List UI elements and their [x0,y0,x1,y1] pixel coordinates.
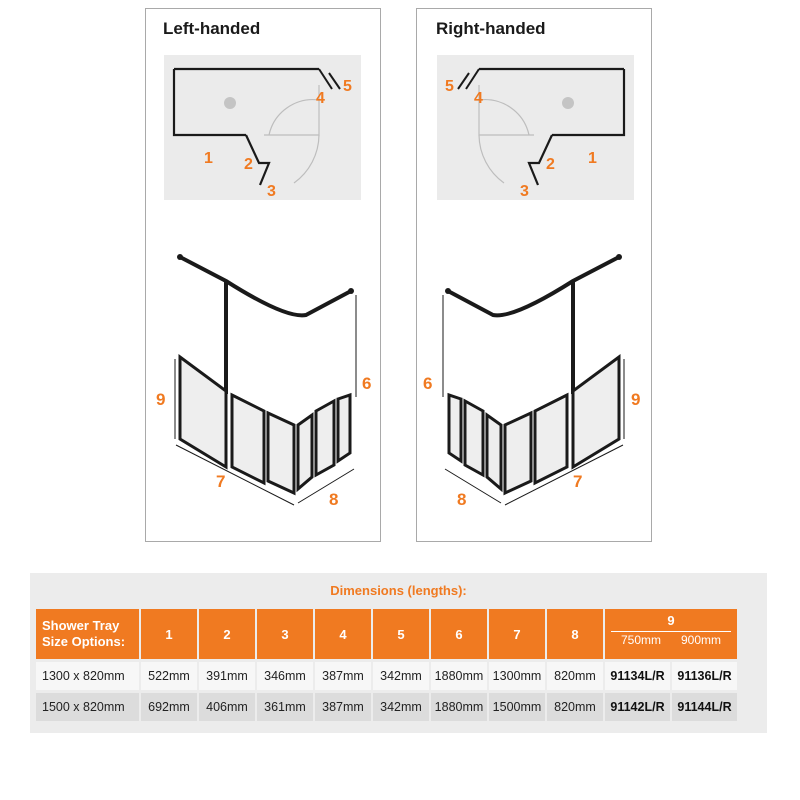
product-code-cell: 91144L/R [672,693,737,721]
left-plan-view [164,55,361,200]
col-header-8: 8 [547,609,603,659]
product-code-cell: 91136L/R [672,662,737,690]
col-header-4: 4 [315,609,371,659]
label-2: 2 [244,156,253,173]
left-handed-title: Left-handed [163,19,261,38]
value-cell: 342mm [373,662,429,690]
right-enclosure-diagram [417,239,653,509]
product-code-cell: 91134L/R [605,662,670,690]
table-row [36,693,737,721]
label-4: 4 [316,90,325,107]
drain-icon [224,97,236,109]
long-side-panels [505,357,619,493]
col-header-2: 2 [199,609,255,659]
label-8: 8 [329,490,339,509]
label-7: 7 [573,472,583,491]
col-header-6: 6 [431,609,487,659]
right-handed-panel [416,8,652,542]
short-side-panels [298,395,350,489]
label-5: 5 [445,78,454,95]
value-cell: 387mm [315,693,371,721]
label-8: 8 [457,490,467,509]
value-cell: 692mm [141,693,197,721]
value-cell: 391mm [199,662,255,690]
value-cell: 820mm [547,662,603,690]
value-cell: 342mm [373,693,429,721]
left-handed-panel [145,8,381,542]
table-header-row [36,609,737,659]
right-plan-diagram [437,55,634,200]
value-cell: 387mm [315,662,371,690]
drain-icon [562,97,574,109]
swing-arc [294,135,319,183]
dimensions-title: Dimensions (lengths): [330,583,467,598]
col-header-9-sub-900: 900mm [680,633,721,647]
value-cell: 1880mm [431,662,487,690]
short-side-panels [449,395,501,489]
label-6: 6 [423,374,433,393]
value-cell: 361mm [257,693,313,721]
product-code-cell: 91142L/R [605,693,670,721]
rail-end-left [445,288,451,294]
rail-end-right [348,288,354,294]
value-cell: 346mm [257,662,313,690]
value-cell: 406mm [199,693,255,721]
label-6: 6 [362,374,372,393]
value-cell: 522mm [141,662,197,690]
swing-arc-2 [479,100,529,135]
label-1: 1 [204,150,213,167]
size-cell: 1500 x 820mm [36,693,139,721]
label-3: 3 [267,183,276,200]
size-cell: 1300 x 820mm [36,662,139,690]
table-row [36,662,737,690]
size-options-header: Shower Tray Size Options: [36,609,139,659]
col-header-9: 9 750mm 900mm [605,609,737,659]
label-7: 7 [216,472,226,491]
dimensions-section [30,573,767,733]
door-4 [319,69,332,89]
value-cell: 1300mm [489,662,545,690]
label-5: 5 [343,78,352,95]
rail-end-left [177,254,183,260]
right-plan-view [437,55,634,200]
dimensions-table [34,606,739,724]
col-header-5: 5 [373,609,429,659]
left-plan-diagram [164,55,361,200]
swing-arc-2 [269,100,319,135]
label-9: 9 [156,390,166,409]
col-header-9-sub-750: 750mm [620,633,661,647]
curtain-rail [448,257,619,315]
label-1: 1 [588,150,597,167]
curtain-rail [180,257,351,315]
left-enclosure-diagram [146,239,382,509]
value-cell: 1500mm [489,693,545,721]
col-header-3: 3 [257,609,313,659]
swing-guide [479,85,534,135]
label-2: 2 [546,156,555,173]
value-cell: 1880mm [431,693,487,721]
label-9: 9 [631,390,641,409]
long-side-panels [180,357,294,493]
rail-end-right [616,254,622,260]
right-handed-title: Right-handed [436,19,546,38]
col-header-1: 1 [141,609,197,659]
value-cell: 820mm [547,693,603,721]
swing-arc [479,135,504,183]
label-3: 3 [520,183,529,200]
col-header-7: 7 [489,609,545,659]
swing-guide [264,85,319,135]
door-4 [466,69,479,89]
label-4: 4 [474,90,483,107]
